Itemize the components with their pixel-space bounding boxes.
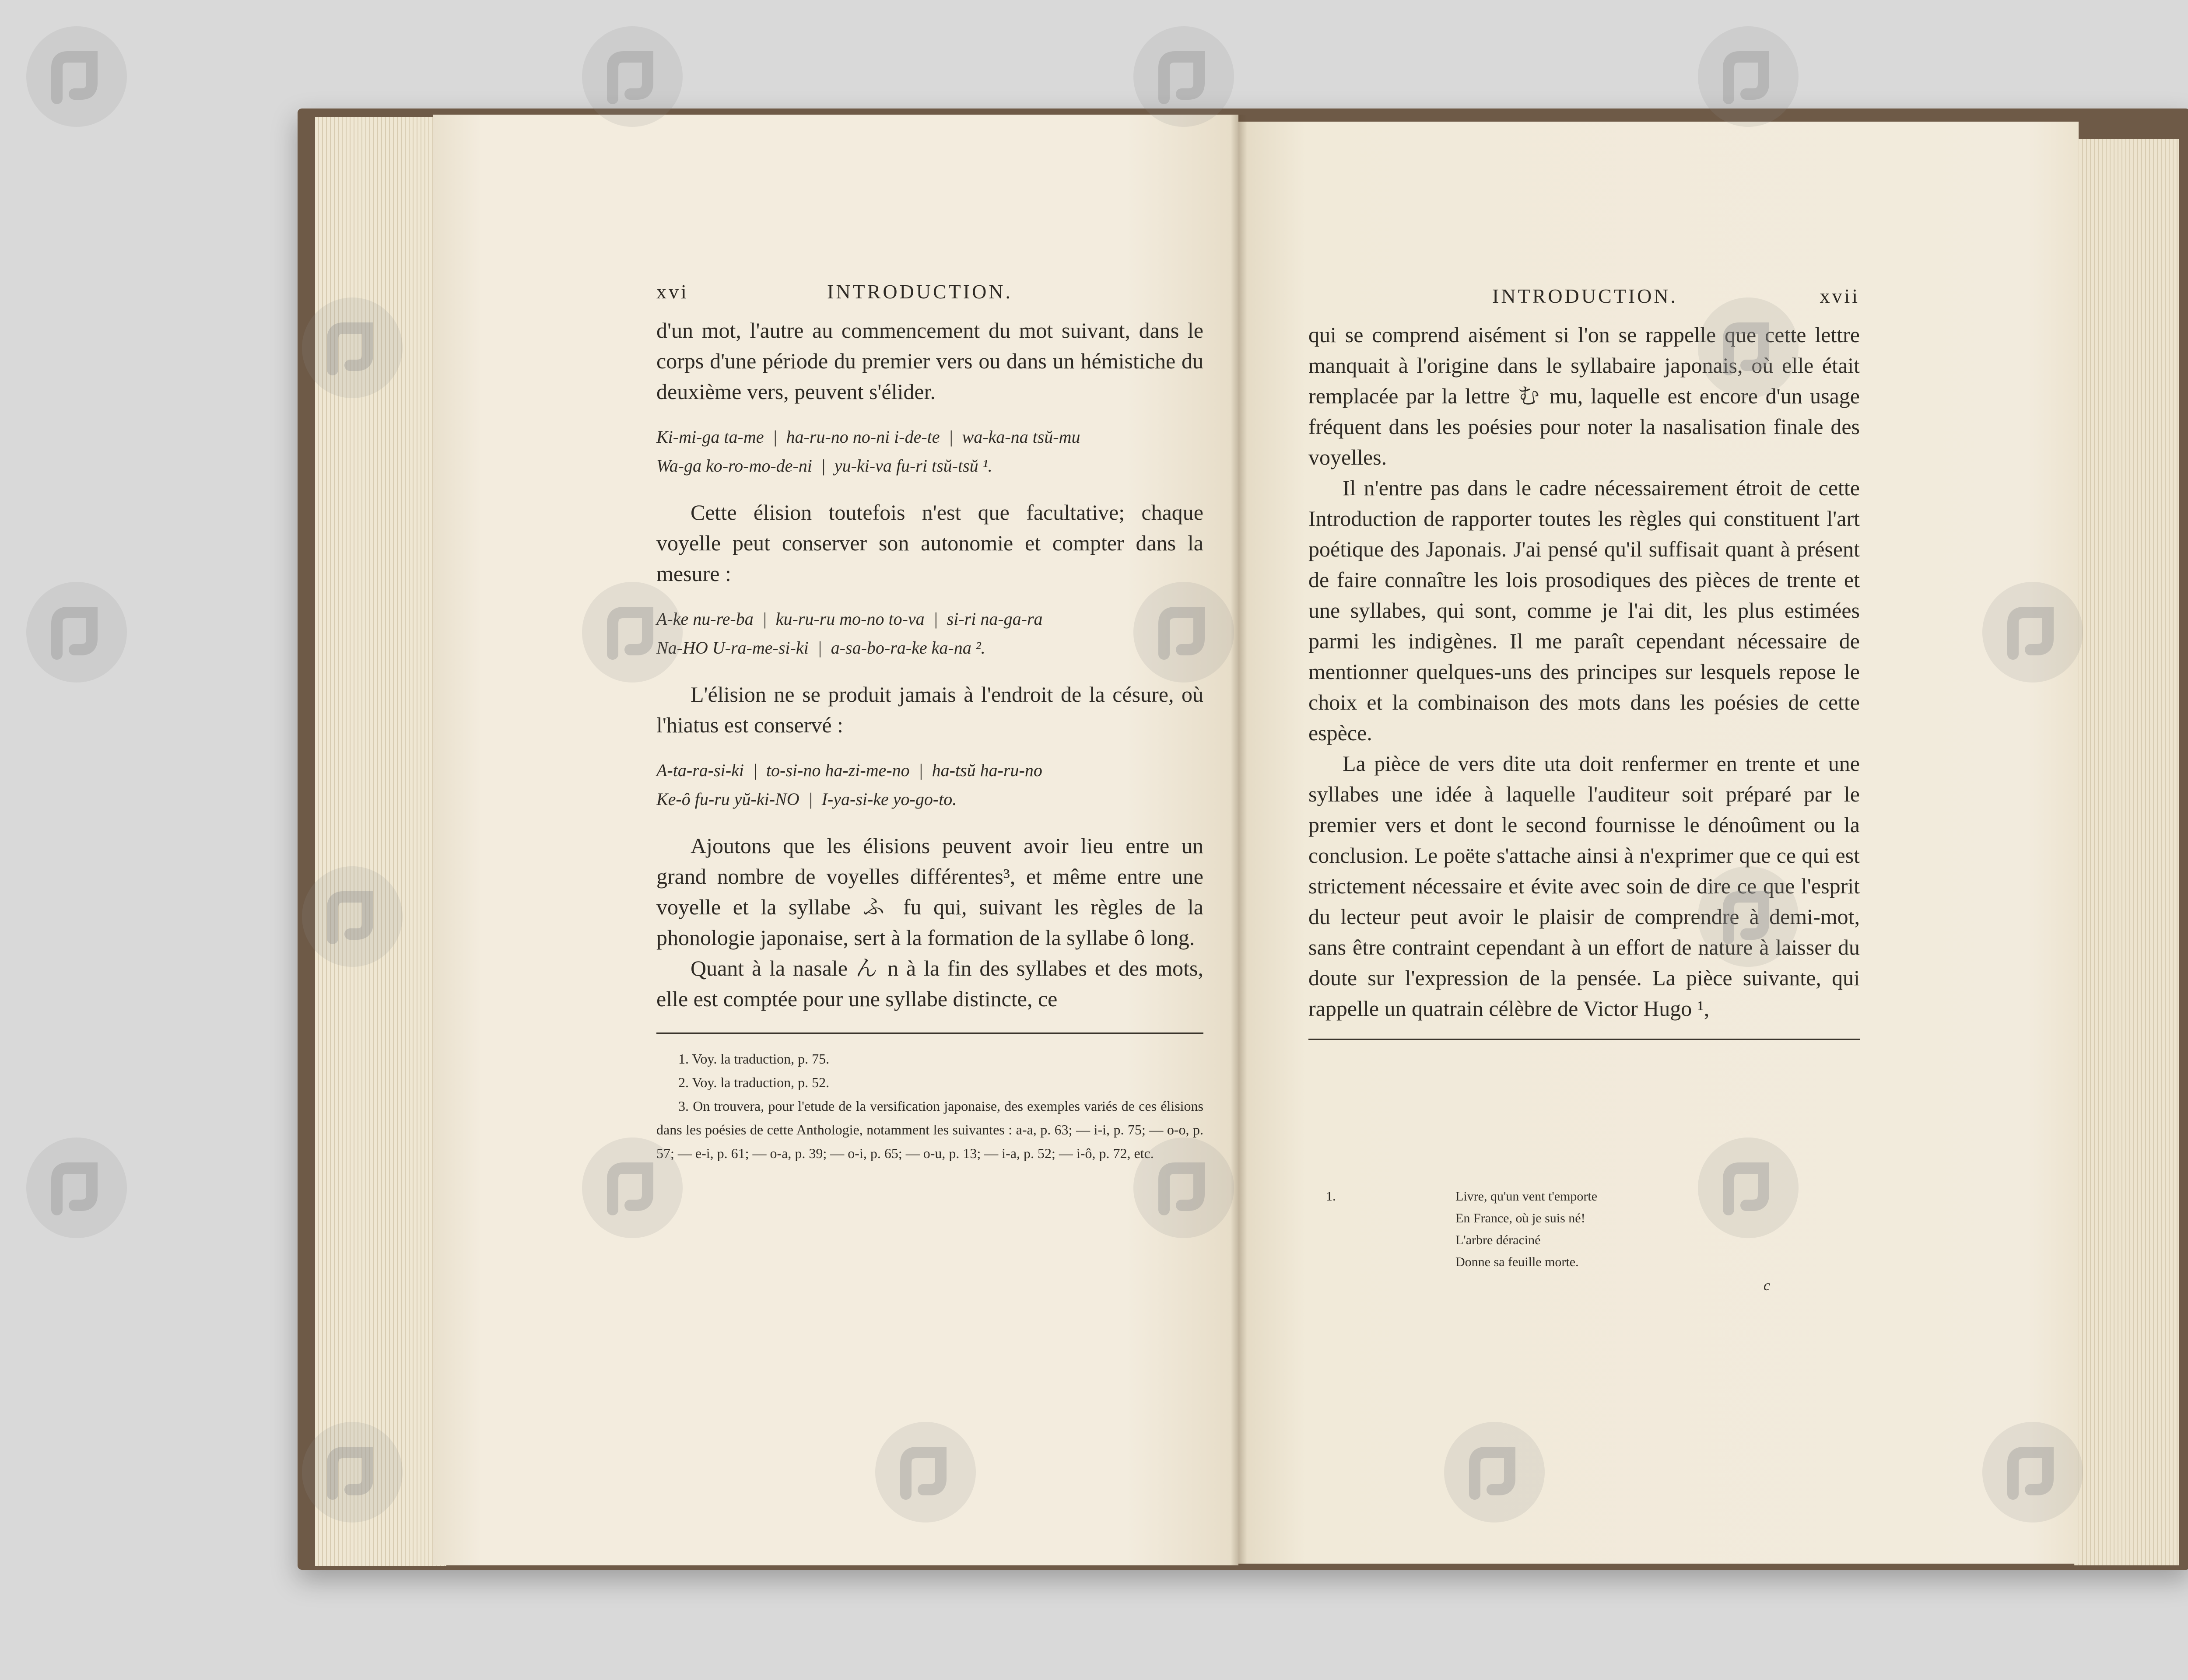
watermark-logo [1133,26,1234,127]
watermark-logo [875,1422,976,1522]
footnote-rule [656,1032,1203,1034]
watermark-logo [1133,1138,1234,1238]
watermark-logo [1133,582,1234,682]
paragraph: Cette élision toutefois n'est que facultative; chaque voyelle peut conserver son autonomie et compter dans la mesure : [656,500,1203,586]
poem-line: Donne sa feuille morte. [1455,1255,1579,1269]
watermark-logo [302,298,403,398]
footnote: 3. On trouvera, pour l'etude de la versification japonaise, des exemples variés de ces élisions dans les poésies de cette Anthologie, notamment les suivantes : a-a, p. 63; — i-i, p. 75; — o-o, p. 57; — e-i, p. 61; — o-a, p. 39; — o-i, p. 65; — o-u, p. 13; — i-a, p. 52; — i-ô, p. 72, etc. [656,1098,1203,1161]
poem-line: L'arbre déraciné [1455,1233,1541,1247]
watermark-logo [1982,1422,2083,1522]
paragraph: Ajoutons que les élisions peuvent avoir lieu entre un grand nombre de voyelles différentes³, et même entre une voyelle et la syllabe ふ fu qui, suivant les règles de la phonologie japonaise, sert à la formation de la syllabe ô long. [656,833,1203,950]
watermark-logo [1698,1138,1799,1238]
watermark-logo [26,582,127,682]
watermark-logo [26,1138,127,1238]
left-running-head [656,280,1203,306]
left-page-content [656,280,1203,1165]
watermark-logo [582,1138,683,1238]
verse-example [656,605,1203,662]
watermark-logo [1698,26,1799,127]
verse-line: Wa-ga ko-ro-mo-de-ni | yu-ki-va fu-ri tsŭ-tsŭ ¹. [656,456,992,476]
right-running-title: INTRODUCTION. [1492,285,1678,307]
verse-line: Na-HO U-ra-me-si-ki | a-sa-bo-ra-ke ka-na ². [656,638,985,658]
footnote-poem [1455,1186,1597,1273]
watermark-logo [302,866,403,967]
verse-line: Ke-ô fu-ru yŭ-ki-NO | I-ya-si-ke yo-go-to. [656,789,957,809]
right-page-edges [2074,139,2179,1565]
footnote: 2. Voy. la traduction, p. 52. [678,1074,830,1090]
poem-line: En France, où je suis né! [1455,1211,1585,1225]
verse-example [656,423,1203,480]
watermark-logo [1444,1422,1545,1522]
verse-line: A-ta-ra-si-ki | to-si-no ha-zi-me-no | ha-tsŭ ha-ru-no [656,760,1042,780]
left-running-title: INTRODUCTION. [827,280,1013,303]
book-gutter [1231,115,1247,1565]
footnote-number: 1. [1326,1189,1336,1204]
paragraph: L'élision ne se produit jamais à l'endroit de la césure, où l'hiatus est conservé : [656,682,1203,737]
footnote: 1. Voy. la traduction, p. 75. [678,1051,830,1067]
watermark-logo [1698,298,1799,398]
watermark-logo [26,26,127,127]
watermark-logo [582,26,683,127]
watermark-logo [1982,582,2083,682]
poem-line: Livre, qu'un vent t'emporte [1455,1189,1598,1204]
watermark-logo [302,1422,403,1522]
paragraph: d'un mot, l'autre au commencement du mot suivant, dans le corps d'une période du premier vers ou dans un hémistiche du deuxième vers, peuvent s'élider. [656,318,1203,404]
paragraph: Il n'entre pas dans le cadre nécessairement étroit de cette Introduction de rapporter toutes les règles qui constituent l'art poétique des Japonais. J'ai pensé qu'il suffisait quant à présent de faire connaître les lois prosodiques des pièces de trente et une syllabes, qui sont, comme je l'ai dit, les plus estimées parmi les indigènes. Il me paraît cependant nécessaire de mentionner quelques-uns des principes sur lesquels repose le choix et la combinaison des mots dans les poésies de cette espèce. [1308,476,1860,745]
watermark-logo [582,582,683,682]
footnote-rule [1308,1039,1860,1040]
paragraph: Quant à la nasale ん n à la fin des syllabes et des mots, elle est comptée pour une syllabe distincte, ce [656,956,1203,1011]
left-page-number: xvi [656,280,689,303]
signature-mark: c [1764,1278,1771,1294]
verse-line: Ki-mi-ga ta-me | ha-ru-no no-ni i-de-te | wa-ka-na tsŭ-mu [656,427,1080,447]
paragraph: La pièce de vers dite uta doit renfermer en trente et une syllabes une idée à laquelle l'auditeur soit préparé par le premier vers et dont le second fournisse le dénoûment ou la conclusion. Le poëte s'attache ainsi à n'exprimer que ce qui est strictement nécessaire et évite avec soin de dire ce que l'esprit du lecteur peut avoir le plaisir de comprendre à demi-mot, sans être contraint cependant à un effort de nature à laisser du doute sur l'expression de la pensée. La pièce suivante, qui rappelle un quatrain célèbre de Victor Hugo ¹, [1308,751,1860,1021]
watermark-logo [1698,866,1799,967]
verse-line: A-ke nu-re-ba | ku-ru-ru mo-no to-va | si-ri na-ga-ra [656,609,1043,629]
paragraph: qui se comprend aisément si l'on se rappelle que cette lettre manquait à l'origine dans le syllabaire japonais, où elle était remplacée par la lettre む mu, laquelle est encore d'un usage fréquent dans les poésies pour noter la nasalisation finale des voyelles. [1308,322,1860,469]
verse-example [656,756,1203,814]
right-page-number: xvii [1820,285,1860,307]
